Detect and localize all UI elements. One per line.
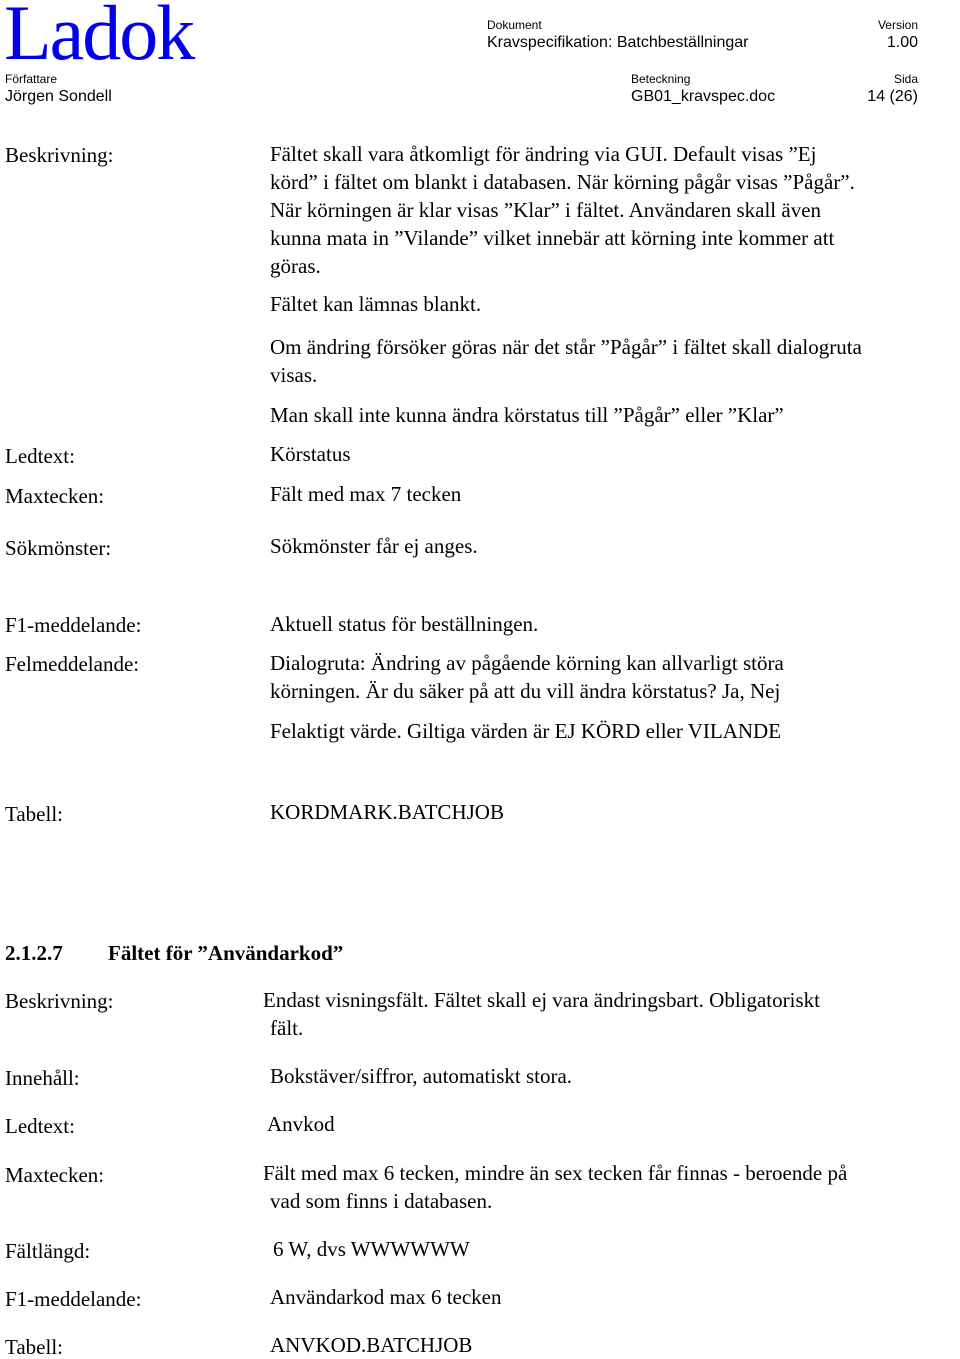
beskrivning-label: Beskrivning: <box>5 143 114 167</box>
beskrivning-line: Fältet skall vara åtkomligt för ändring via GUI. Default visas ”Ej <box>270 142 817 166</box>
tabell2-value: ANVKOD.BATCHJOB <box>270 1333 473 1357</box>
beskrivning-line: körd” i fältet om blankt i databasen. När körning pågår visas ”Pågår”. <box>270 170 855 194</box>
version-label: Version <box>877 18 918 32</box>
beskrivning2-line: fält. <box>270 1016 304 1040</box>
tabell-value: KORDMARK.BATCHJOB <box>270 800 504 824</box>
faltlangd-label: Fältlängd: <box>5 1239 91 1263</box>
maxtecken2-label: Maxtecken: <box>5 1163 105 1187</box>
dokument-label: Dokument <box>487 18 542 32</box>
andring-line: Om ändring försöker göras när det står ”Pågår” i fältet skall dialogruta <box>270 335 862 359</box>
innehall-value: Bokstäver/siffror, automatiskt stora. <box>270 1064 573 1088</box>
dokument-value: Kravspecifikation: Batchbeställningar <box>487 34 749 51</box>
blankt-text: Fältet kan lämnas blankt. <box>270 292 482 316</box>
maxtecken2-line: vad som finns i databasen. <box>270 1189 493 1213</box>
innehall-label: Innehåll: <box>5 1066 80 1090</box>
ledtext2-label: Ledtext: <box>5 1114 75 1138</box>
beteckning-value: GB01_kravspec.doc <box>631 88 776 105</box>
f1-2-label: F1-meddelande: <box>5 1287 142 1311</box>
maxtecken-value: Fält med max 7 tecken <box>270 482 462 506</box>
f1-value: Aktuell status för beställningen. <box>270 612 539 636</box>
version-value: 1.00 <box>886 34 918 51</box>
f1-2-value: Användarkod max 6 tecken <box>270 1285 502 1309</box>
maxtecken2-line: Fält med max 6 tecken, mindre än sex tecken får finnas - beroende på <box>263 1161 848 1185</box>
beskrivning-text <box>270 140 855 280</box>
sokmonster-value: Sökmönster får ej anges. <box>270 534 478 558</box>
ledtext-label: Ledtext: <box>5 444 75 468</box>
felmeddelande-label: Felmeddelande: <box>5 652 140 676</box>
f1-label: F1-meddelande: <box>5 613 142 637</box>
andring-text <box>270 333 862 389</box>
tabell-label: Tabell: <box>5 802 64 826</box>
tabell2-label: Tabell: <box>5 1335 64 1359</box>
maxtecken-label: Maxtecken: <box>5 484 105 508</box>
beskrivning2-line: Endast visningsfält. Fältet skall ej vara ändringsbart. Obligatoriskt <box>263 988 820 1012</box>
ledtext-value: Körstatus <box>270 442 351 466</box>
beskrivning2-label: Beskrivning: <box>5 989 114 1013</box>
felaktigt-text: Felaktigt värde. Giltiga värden är EJ KÖRD eller VILANDE <box>270 719 782 743</box>
felmeddelande-line: Dialogruta: Ändring av pågående körning kan allvarligt störa <box>270 651 784 675</box>
sokmonster-label: Sökmönster: <box>5 536 112 560</box>
sida-label: Sida <box>893 72 918 86</box>
ladok-logo: Ladok <box>4 0 194 76</box>
andring-line: visas. <box>270 363 318 387</box>
beskrivning-line: kunna mata in ”Vilande” vilket innebär att körning inte kommer att <box>270 226 835 250</box>
felmeddelande-line: körningen. Är du säker på att du vill ändra körstatus? Ja, Nej <box>270 679 781 703</box>
maxtecken2-text <box>263 1159 847 1215</box>
forfattare-value: Jörgen Sondell <box>5 88 112 105</box>
beskrivning2-text <box>263 986 820 1042</box>
beteckning-label: Beteckning <box>631 72 691 86</box>
section-title: Fältet för ”Användarkod” <box>108 941 344 965</box>
man-skall-text: Man skall inte kunna ändra körstatus till ”Pågår” eller ”Klar” <box>270 403 784 427</box>
forfattare-label: Författare <box>5 72 58 86</box>
beskrivning-line: När körningen är klar visas ”Klar” i fältet. Användaren skall även <box>270 198 822 222</box>
faltlangd-value: 6 W, dvs WWWWWW <box>273 1237 470 1261</box>
section-number: 2.1.2.7 <box>5 941 63 965</box>
beskrivning-line: göras. <box>270 254 321 278</box>
felmeddelande-text <box>270 649 784 705</box>
ledtext2-value: Anvkod <box>267 1112 335 1136</box>
sida-value: 14 (26) <box>867 88 918 105</box>
